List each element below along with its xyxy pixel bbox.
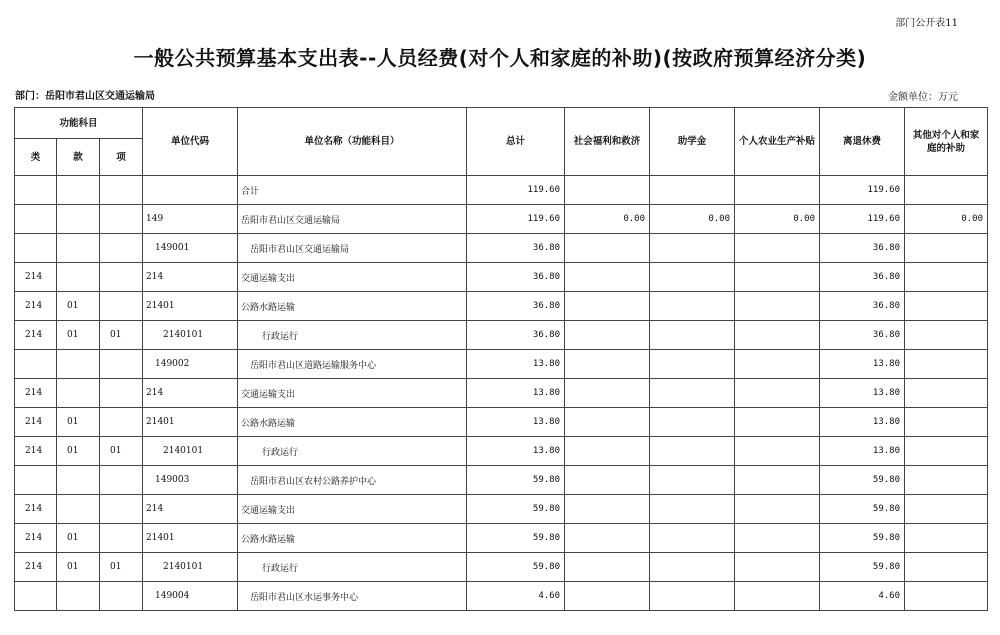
retirement-cell: 36.80 <box>820 321 905 350</box>
header-unit-code: 单位代码 <box>143 108 238 176</box>
retirement-cell: 59.80 <box>820 466 905 495</box>
lei-cell: 214 <box>15 553 57 582</box>
lei-cell: 214 <box>15 379 57 408</box>
social-welfare-cell: 0.00 <box>565 205 650 234</box>
social-welfare-cell <box>565 176 650 205</box>
kuan-cell: 01 <box>57 553 100 582</box>
retirement-cell: 13.80 <box>820 350 905 379</box>
kuan-cell <box>57 263 100 292</box>
total-cell: 13.80 <box>467 379 565 408</box>
table-row <box>15 553 988 582</box>
unit-name-cell: 行政运行 <box>238 553 467 582</box>
header-social-welfare: 社会福利和救济 <box>565 108 650 176</box>
header-retirement: 离退休费 <box>820 108 905 176</box>
social-welfare-cell <box>565 234 650 263</box>
other-cell <box>905 524 988 553</box>
total-cell: 59.80 <box>467 495 565 524</box>
unit-name-cell: 岳阳市君山区道路运输服务中心 <box>238 350 467 379</box>
table-row <box>15 408 988 437</box>
unit-code-cell: 21401 <box>143 408 238 437</box>
header-other: 其他对个人和家庭的补助 <box>905 108 988 176</box>
header-scholarship: 助学金 <box>650 108 735 176</box>
farm-subsidy-cell <box>735 524 820 553</box>
unit-code-cell: 149002 <box>143 350 238 379</box>
scholarship-cell <box>650 379 735 408</box>
lei-cell <box>15 205 57 234</box>
lei-cell: 214 <box>15 263 57 292</box>
social-welfare-cell <box>565 466 650 495</box>
kuan-cell: 01 <box>57 524 100 553</box>
xiang-cell: 01 <box>100 553 143 582</box>
xiang-cell <box>100 205 143 234</box>
header-kuan: 款 <box>57 139 100 176</box>
scholarship-cell <box>650 553 735 582</box>
other-cell <box>905 321 988 350</box>
kuan-cell <box>57 176 100 205</box>
other-cell <box>905 437 988 466</box>
other-cell <box>905 234 988 263</box>
lei-cell: 214 <box>15 524 57 553</box>
social-welfare-cell <box>565 292 650 321</box>
farm-subsidy-cell <box>735 437 820 466</box>
scholarship-cell <box>650 234 735 263</box>
table-row <box>15 350 988 379</box>
social-welfare-cell <box>565 321 650 350</box>
farm-subsidy-cell <box>735 553 820 582</box>
kuan-cell <box>57 234 100 263</box>
kuan-cell: 01 <box>57 292 100 321</box>
unit-name-cell: 交通运输支出 <box>238 495 467 524</box>
total-cell: 59.80 <box>467 524 565 553</box>
total-cell: 4.60 <box>467 582 565 611</box>
other-cell <box>905 350 988 379</box>
xiang-cell <box>100 582 143 611</box>
other-cell <box>905 408 988 437</box>
other-cell <box>905 553 988 582</box>
unit-code-cell: 214 <box>143 263 238 292</box>
lei-cell: 214 <box>15 495 57 524</box>
xiang-cell: 01 <box>100 437 143 466</box>
retirement-cell: 36.80 <box>820 234 905 263</box>
scholarship-cell <box>650 263 735 292</box>
header-lei: 类 <box>15 139 57 176</box>
xiang-cell <box>100 350 143 379</box>
kuan-cell <box>57 379 100 408</box>
scholarship-cell <box>650 350 735 379</box>
unit-code-cell: 149001 <box>143 234 238 263</box>
total-cell: 119.60 <box>467 176 565 205</box>
table-row <box>15 379 988 408</box>
social-welfare-cell <box>565 495 650 524</box>
social-welfare-cell <box>565 350 650 379</box>
farm-subsidy-cell <box>735 466 820 495</box>
scholarship-cell <box>650 437 735 466</box>
total-cell: 36.80 <box>467 292 565 321</box>
lei-cell <box>15 466 57 495</box>
total-cell: 13.80 <box>467 408 565 437</box>
farm-subsidy-cell <box>735 350 820 379</box>
table-row <box>15 524 988 553</box>
social-welfare-cell <box>565 408 650 437</box>
unit-name-cell: 岳阳市君山区农村公路养护中心 <box>238 466 467 495</box>
unit-code-cell: 214 <box>143 379 238 408</box>
retirement-cell: 13.80 <box>820 408 905 437</box>
other-cell <box>905 263 988 292</box>
scholarship-cell <box>650 321 735 350</box>
farm-subsidy-cell <box>735 321 820 350</box>
retirement-cell: 59.80 <box>820 553 905 582</box>
retirement-cell: 13.80 <box>820 437 905 466</box>
unit-name-cell: 交通运输支出 <box>238 263 467 292</box>
table-row <box>15 234 988 263</box>
other-cell: 0.00 <box>905 205 988 234</box>
retirement-cell: 59.80 <box>820 524 905 553</box>
farm-subsidy-cell <box>735 292 820 321</box>
xiang-cell <box>100 176 143 205</box>
xiang-cell <box>100 466 143 495</box>
scholarship-cell <box>650 524 735 553</box>
farm-subsidy-cell <box>735 234 820 263</box>
department-label: 部门：岳阳市君山区交通运输局 <box>15 91 155 102</box>
kuan-cell: 01 <box>57 321 100 350</box>
table-row <box>15 495 988 524</box>
scholarship-cell <box>650 466 735 495</box>
unit-code-cell: 2140101 <box>143 437 238 466</box>
lei-cell <box>15 350 57 379</box>
farm-subsidy-cell <box>735 176 820 205</box>
kuan-cell: 01 <box>57 408 100 437</box>
farm-subsidy-cell <box>735 495 820 524</box>
farm-subsidy-cell <box>735 263 820 292</box>
xiang-cell <box>100 379 143 408</box>
budget-table <box>14 107 988 611</box>
unit-name-cell: 岳阳市君山区交通运输局 <box>238 205 467 234</box>
header-farm-subsidy: 个人农业生产补贴 <box>735 108 820 176</box>
table-row <box>15 437 988 466</box>
header-xiang: 项 <box>100 139 143 176</box>
lei-cell: 214 <box>15 408 57 437</box>
farm-subsidy-cell <box>735 379 820 408</box>
unit-code-cell: 149 <box>143 205 238 234</box>
social-welfare-cell <box>565 437 650 466</box>
xiang-cell <box>100 524 143 553</box>
total-cell: 119.60 <box>467 205 565 234</box>
scholarship-cell <box>650 292 735 321</box>
other-cell <box>905 176 988 205</box>
lei-cell: 214 <box>15 437 57 466</box>
unit-name-cell: 行政运行 <box>238 437 467 466</box>
form-number: 部门公开表11 <box>895 18 958 29</box>
table-row <box>15 321 988 350</box>
unit-name-cell: 合计 <box>238 176 467 205</box>
scholarship-cell: 0.00 <box>650 205 735 234</box>
table-row <box>15 582 988 611</box>
unit-code-cell: 2140101 <box>143 553 238 582</box>
farm-subsidy-cell <box>735 408 820 437</box>
unit-code-cell: 2140101 <box>143 321 238 350</box>
social-welfare-cell <box>565 263 650 292</box>
amount-unit-label: 金额单位：万元 <box>888 92 958 103</box>
other-cell <box>905 292 988 321</box>
page-title: 一般公共预算基本支出表--人员经费(对个人和家庭的补助)(按政府预算经济分类) <box>133 46 867 70</box>
other-cell <box>905 582 988 611</box>
scholarship-cell <box>650 495 735 524</box>
table-row <box>15 176 988 205</box>
unit-name-cell: 岳阳市君山区交通运输局 <box>238 234 467 263</box>
kuan-cell <box>57 582 100 611</box>
unit-name-cell: 岳阳市君山区水运事务中心 <box>238 582 467 611</box>
total-cell: 13.80 <box>467 437 565 466</box>
total-cell: 13.80 <box>467 350 565 379</box>
lei-cell <box>15 582 57 611</box>
unit-name-cell: 行政运行 <box>238 321 467 350</box>
xiang-cell: 01 <box>100 321 143 350</box>
unit-name-cell: 交通运输支出 <box>238 379 467 408</box>
total-cell: 36.80 <box>467 321 565 350</box>
lei-cell <box>15 234 57 263</box>
retirement-cell: 36.80 <box>820 263 905 292</box>
retirement-cell: 59.80 <box>820 495 905 524</box>
social-welfare-cell <box>565 379 650 408</box>
xiang-cell <box>100 234 143 263</box>
unit-name-cell: 公路水路运输 <box>238 408 467 437</box>
scholarship-cell <box>650 176 735 205</box>
social-welfare-cell <box>565 524 650 553</box>
total-cell: 36.80 <box>467 263 565 292</box>
other-cell <box>905 495 988 524</box>
retirement-cell: 36.80 <box>820 292 905 321</box>
scholarship-cell <box>650 408 735 437</box>
unit-name-cell: 公路水路运输 <box>238 292 467 321</box>
retirement-cell: 4.60 <box>820 582 905 611</box>
lei-cell: 214 <box>15 292 57 321</box>
unit-code-cell: 21401 <box>143 292 238 321</box>
total-cell: 59.80 <box>467 466 565 495</box>
unit-code-cell: 214 <box>143 495 238 524</box>
kuan-cell: 01 <box>57 437 100 466</box>
unit-code-cell: 149003 <box>143 466 238 495</box>
table-row <box>15 263 988 292</box>
retirement-cell: 119.60 <box>820 176 905 205</box>
lei-cell: 214 <box>15 321 57 350</box>
scholarship-cell <box>650 582 735 611</box>
social-welfare-cell <box>565 582 650 611</box>
header-func-group: 功能科目 <box>15 108 143 139</box>
kuan-cell <box>57 466 100 495</box>
xiang-cell <box>100 292 143 321</box>
table-row <box>15 466 988 495</box>
header-row-1 <box>15 108 988 139</box>
other-cell <box>905 379 988 408</box>
retirement-cell: 13.80 <box>820 379 905 408</box>
kuan-cell <box>57 205 100 234</box>
total-cell: 36.80 <box>467 234 565 263</box>
xiang-cell <box>100 495 143 524</box>
farm-subsidy-cell <box>735 582 820 611</box>
xiang-cell <box>100 263 143 292</box>
kuan-cell <box>57 350 100 379</box>
header-unit-name: 单位名称（功能科目） <box>238 108 467 176</box>
total-cell: 59.80 <box>467 553 565 582</box>
table-body <box>15 176 988 611</box>
table-row <box>15 205 988 234</box>
unit-code-cell: 149004 <box>143 582 238 611</box>
unit-code-cell: 21401 <box>143 524 238 553</box>
social-welfare-cell <box>565 553 650 582</box>
header-total: 总计 <box>467 108 565 176</box>
xiang-cell <box>100 408 143 437</box>
farm-subsidy-cell: 0.00 <box>735 205 820 234</box>
other-cell <box>905 466 988 495</box>
lei-cell <box>15 176 57 205</box>
unit-name-cell: 公路水路运输 <box>238 524 467 553</box>
kuan-cell <box>57 495 100 524</box>
retirement-cell: 119.60 <box>820 205 905 234</box>
table-row <box>15 292 988 321</box>
unit-code-cell <box>143 176 238 205</box>
